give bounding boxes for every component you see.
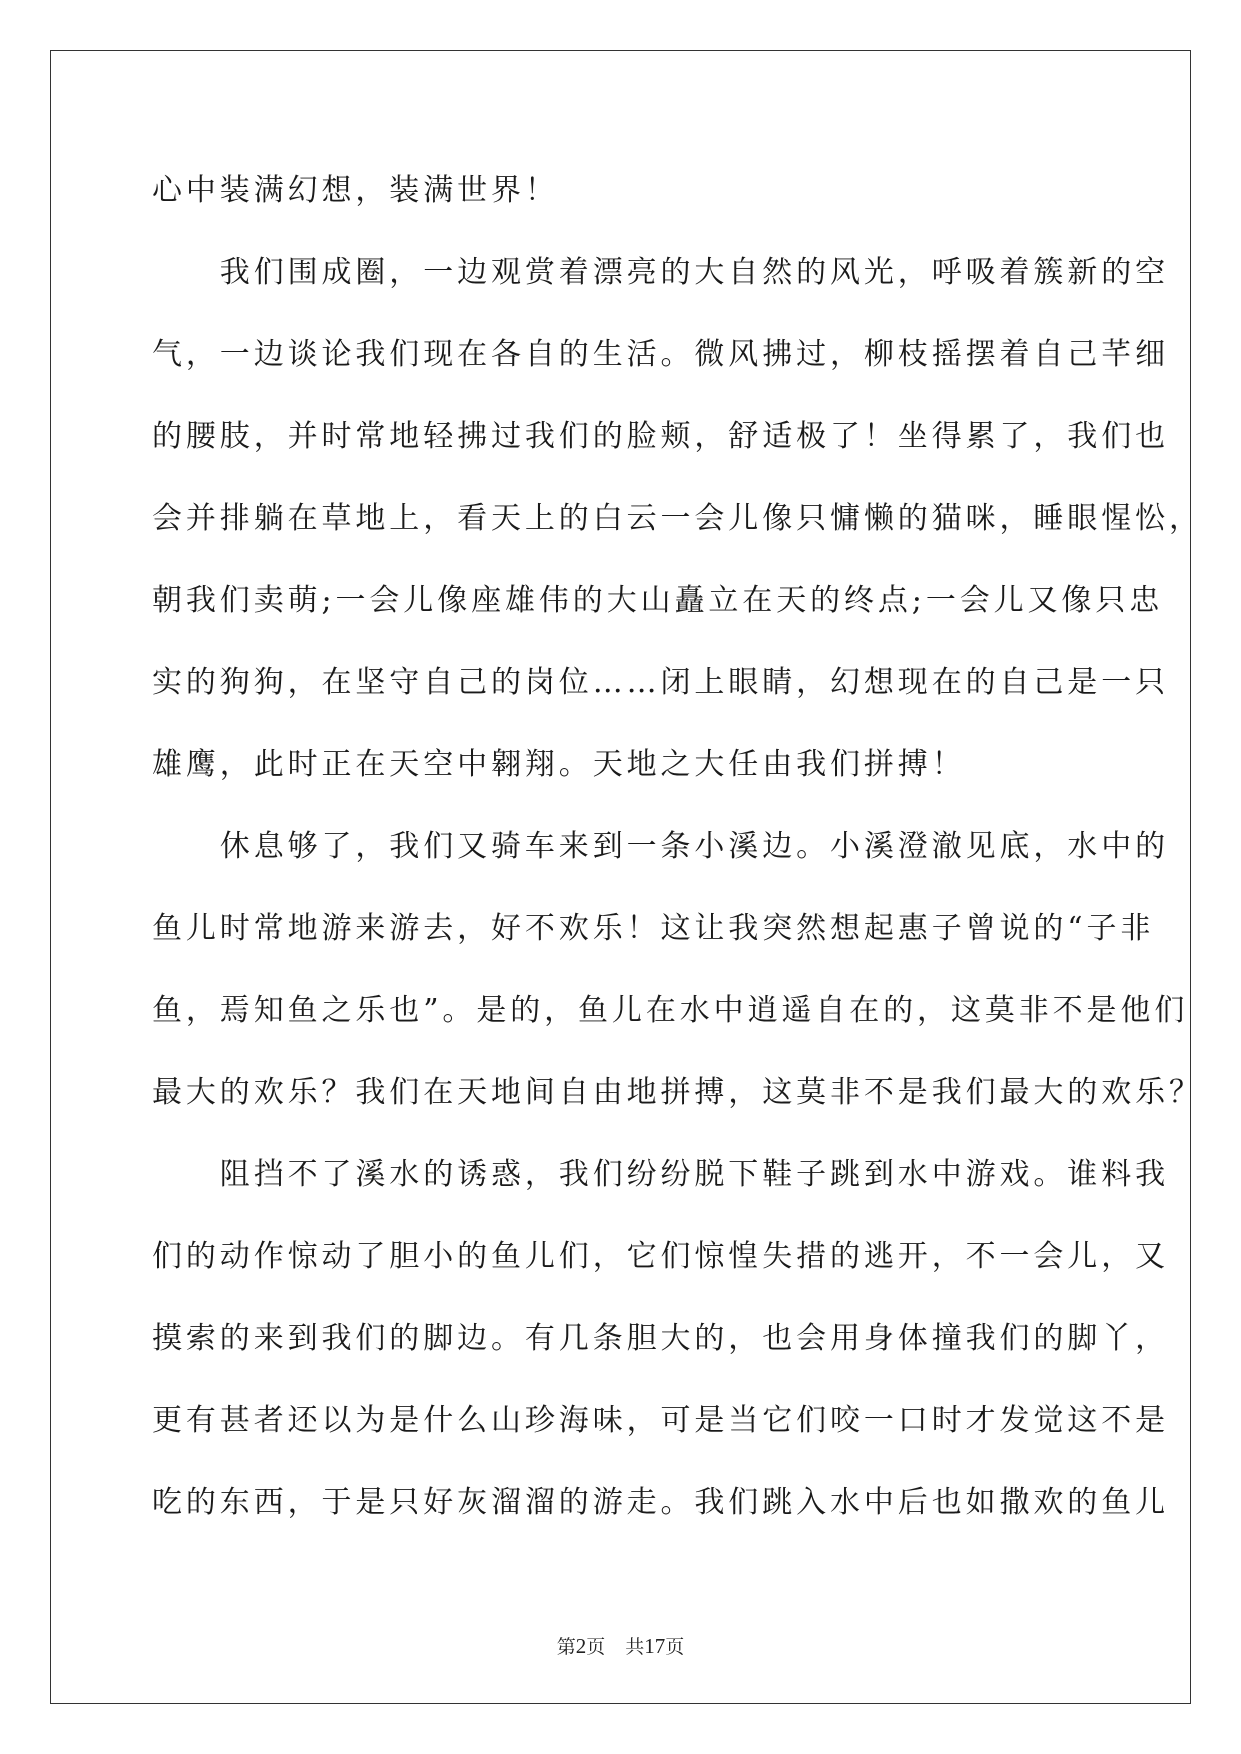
text-line: 实的狗狗，在坚守自己的岗位……闭上眼睛，幻想现在的自己是一只 (152, 665, 1169, 700)
text-line: 摸索的来到我们的脚边。有几条胆大的，也会用身体撞我们的脚丫， (152, 1321, 1169, 1356)
total-suffix: 页 (665, 1636, 685, 1658)
page-number: 2 (575, 1634, 587, 1658)
text-line: 吃的东西，于是只好灰溜溜的游走。我们跳入水中后也如撒欢的鱼儿 (152, 1485, 1169, 1520)
page-suffix: 页 (586, 1636, 606, 1658)
text-line: 最大的欢乐？我们在天地间自由地拼搏，这莫非不是我们最大的欢乐？ (152, 1075, 1203, 1110)
document-body (152, 165, 1203, 1559)
total-prefix: 共 (625, 1636, 645, 1658)
text-line: 会并排躺在草地上，看天上的白云一会儿像只慵懒的猫咪，睡眼惺忪， (152, 501, 1203, 536)
page-footer (0, 1632, 1241, 1659)
text-line: 更有甚者还以为是什么山珍海味，可是当它们咬一口时才发觉这不是 (152, 1403, 1169, 1438)
text-line: 心中装满幻想，装满世界！ (152, 173, 559, 208)
text-line: 鱼儿时常地游来游去，好不欢乐！这让我突然想起惠子曾说的“子非 (152, 911, 1155, 946)
text-line: 的腰肢，并时常地轻拂过我们的脸颊，舒适极了！坐得累了，我们也 (152, 419, 1169, 454)
text-line: 朝我们卖萌;一会儿像座雄伟的大山矗立在天的终点;一会儿又像只忠 (152, 583, 1164, 618)
text-line: 气，一边谈论我们现在各自的生活。微风拂过，柳枝摇摆着自己芊细 (152, 337, 1169, 372)
text-line: 雄鹰，此时正在天空中翱翔。天地之大任由我们拼搏！ (152, 747, 966, 782)
total-pages: 17 (644, 1634, 666, 1658)
text-line: 鱼，焉知鱼之乐也”。是的，鱼儿在水中逍遥自在的，这莫非不是他们 (152, 993, 1189, 1028)
page-prefix: 第 (556, 1636, 576, 1658)
text-line: 休息够了，我们又骑车来到一条小溪边。小溪澄澈见底，水中的 (152, 829, 1169, 864)
text-line: 们的动作惊动了胆小的鱼儿们，它们惊惶失措的逃开，不一会儿，又 (152, 1239, 1169, 1274)
text-line: 我们围成圈，一边观赏着漂亮的大自然的风光，呼吸着簇新的空 (152, 255, 1169, 290)
text-line: 阻挡不了溪水的诱惑，我们纷纷脱下鞋子跳到水中游戏。谁料我 (152, 1157, 1169, 1192)
